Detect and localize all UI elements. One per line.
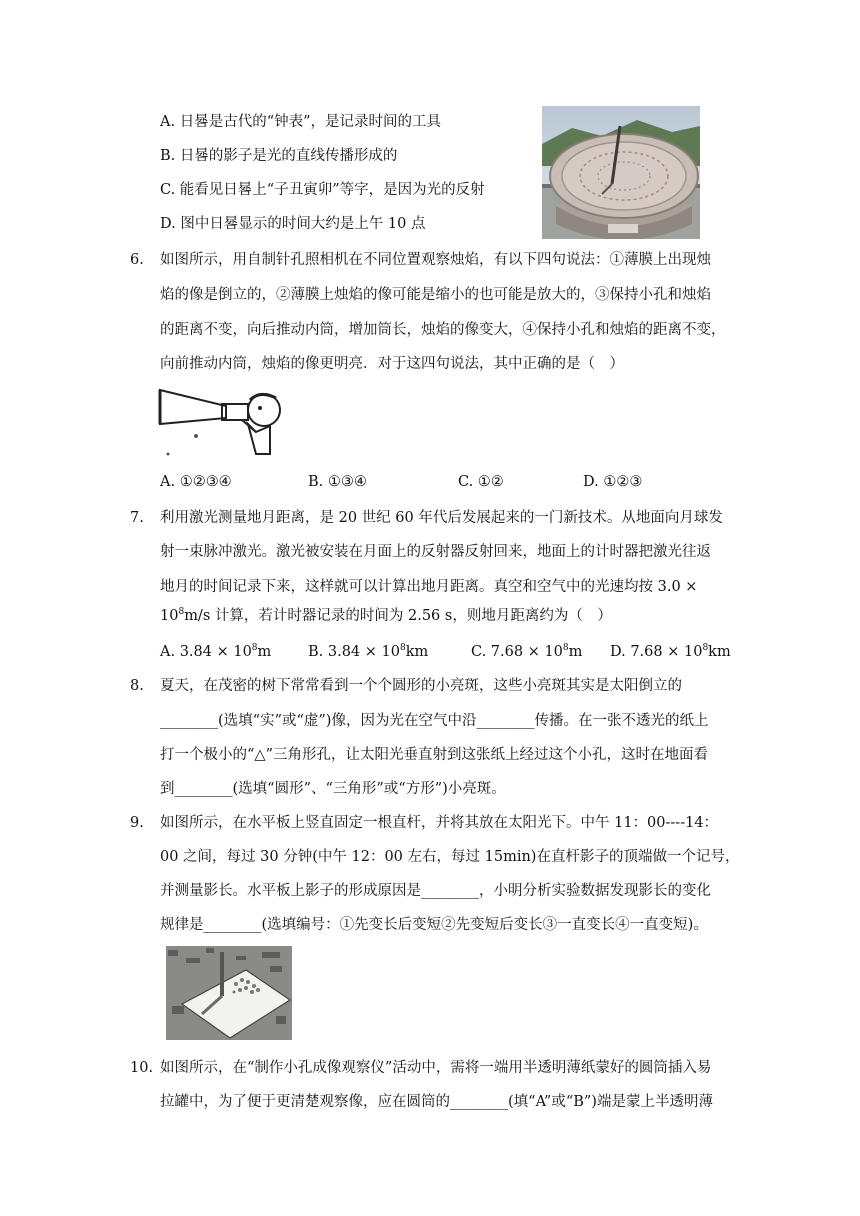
q6-number: 6. bbox=[130, 252, 144, 268]
q9-number: 9. bbox=[130, 815, 144, 831]
q6-line-4: 向前推动内筒，烛焰的像更明亮．对于这四句说法，其中正确的是（ ） bbox=[160, 356, 624, 372]
q5-option-d: D. 图中日晷显示的时间大约是上午 10 点 bbox=[160, 216, 426, 232]
q9-line-2: 00 之间，每过 30 分钟(中午 12：00 左右，每过 15min)在直杆影子的顶端做一个记号， bbox=[160, 849, 740, 865]
q9-line-1: 如图所示，在水平板上竖直固定一根直杆，并将其放在太阳光下。中午 11：00----14： bbox=[160, 815, 719, 831]
q6-option-d: D. ①②③ bbox=[583, 474, 643, 490]
q8-line-2: ________(选填“实”或“虚”)像，因为光在空气中沿________传播。在一张不透光的纸上 bbox=[160, 713, 709, 729]
q6-option-b: B. ①③④ bbox=[308, 474, 367, 490]
q10-line-1: 如图所示，在“制作小孔成像观察仪”活动中，需将一端用半透明薄纸蒙好的圆筒插入易 bbox=[160, 1060, 712, 1076]
q5-option-b: B. 日晷的影子是光的直线传播形成的 bbox=[160, 148, 398, 164]
q6-line-2: 焰的像是倒立的，②薄膜上烛焰的像可能是缩小的也可能是放大的，③保持小孔和烛焰 bbox=[160, 287, 711, 303]
q7-line-1: 利用激光测量地月距离，是 20 世纪 60 年代后发展起来的一门新技术。从地面向月球发 bbox=[160, 510, 723, 526]
q6-line-3: 的距离不变，向后推动内筒，增加筒长，烛焰的像变大，④保持小孔和烛焰的距离不变， bbox=[160, 322, 726, 338]
q8-line-3: 打一个极小的“△”三角形孔，让太阳光垂直射到这张纸上经过这个小孔，这时在地面看 bbox=[160, 747, 708, 763]
q7-line-4: $10^8m/s$ 计算，若计时器记录的时间为 2.56 s，则地月距离约为（ ） bbox=[160, 607, 612, 624]
pinhole-camera-figure-icon bbox=[156, 384, 282, 460]
q6-option-a: A. ①②③④ bbox=[160, 474, 232, 490]
q8-line-4: 到________(选填“圆形”、“三角形”或“方形”)小亮斑。 bbox=[160, 781, 506, 797]
q7-line-3: 地月的时间记录下来，这样就可以计算出地月距离。真空和空气中的光速均按 3.0 × bbox=[160, 579, 698, 595]
q5-option-a: A. 日晷是古代的“钟表”，是记录时间的工具 bbox=[160, 114, 442, 130]
q8-number: 8. bbox=[130, 678, 144, 694]
q7-option-c: C. $7.68 \times 10^8m$ bbox=[471, 643, 583, 660]
q7-line-2: 射一束脉冲激光。激光被安装在月面上的反射器反射回来，地面上的计时器把激光往返 bbox=[160, 544, 711, 560]
q8-line-1: 夏天，在茂密的树下常常看到一个个圆形的小亮斑，这些小亮斑其实是太阳倒立的 bbox=[160, 678, 682, 694]
q7-number: 7. bbox=[130, 510, 144, 526]
q7-option-a: A. $3.84 \times 10^8m$ bbox=[160, 643, 272, 660]
q7-option-d: D. $7.68 \times 10^8km$ bbox=[610, 643, 731, 660]
sundial-photo-icon bbox=[542, 106, 700, 239]
q5-option-c: C. 能看见日晷上“子丑寅卯”等字，是因为光的反射 bbox=[160, 182, 485, 198]
q9-line-4: 规律是________(选填编号：①先变长后变短②先变短后变长③一直变长④一直变短)。 bbox=[160, 917, 708, 933]
q9-line-3: 并测量影长。水平板上影子的形成原因是________，小明分析实验数据发现影长的变化 bbox=[160, 883, 711, 899]
rod-shadow-photo-icon bbox=[166, 946, 292, 1040]
q6-option-c: C. ①② bbox=[458, 474, 504, 490]
q7-option-b: B. $3.84 \times 10^8km$ bbox=[308, 643, 429, 660]
q6-line-1: 如图所示，用自制针孔照相机在不同位置观察烛焰，有以下四句说法：①薄膜上出现烛 bbox=[160, 252, 711, 268]
q10-number: 10. bbox=[130, 1060, 154, 1076]
q10-line-2: 拉罐中，为了便于更清楚观察像，应在圆筒的________(填“A”或“B”)端是蒙上半透明薄 bbox=[160, 1094, 713, 1110]
